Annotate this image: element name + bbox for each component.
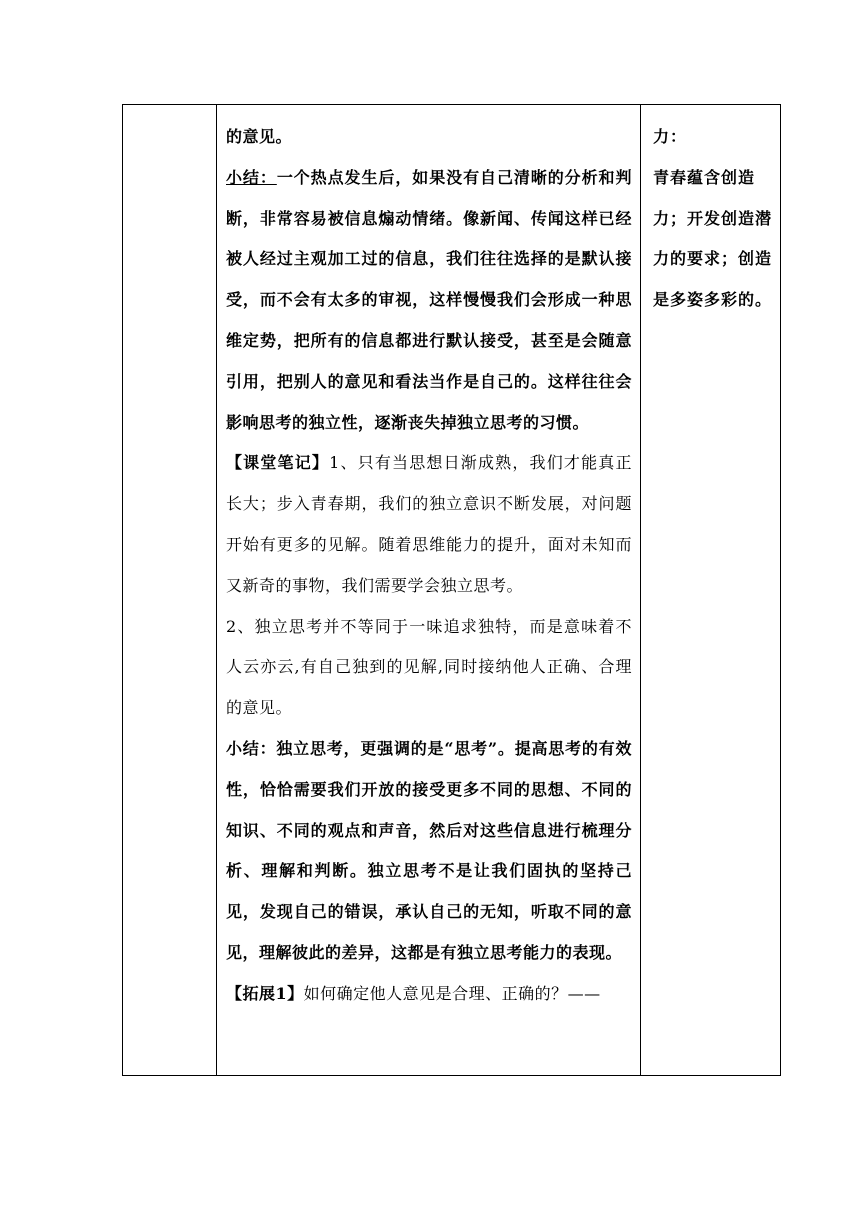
continued-paragraph: 的意见。 (226, 127, 293, 146)
lesson-table (122, 104, 781, 1076)
extension-label: 【拓展1】 (226, 983, 304, 1003)
summary-paragraph-1 (226, 158, 632, 444)
summary-paragraph-2: 小结：独立思考，更强调的是“思考”。提高思考的有效性，恰恰需要我们开放的接受更多不同的思想、不同的知识、不同的观点和声音，然后对这些信息进行梳理分析、理解和判断。独立思考不是让我们固执的坚持己见，发现自己的错误，承认自己的无知，听取不同的意见，理解彼此的差异，这都是有独立思考能力的表现。 (226, 738, 632, 962)
notes-cell (641, 105, 781, 1076)
content-cell (217, 105, 641, 1076)
class-notes-label: 【课堂笔记】 (226, 453, 330, 473)
extension-paragraph (226, 974, 632, 1015)
left-cell (123, 105, 217, 1076)
right-heading: 力： (653, 127, 688, 146)
right-text: 青春蕴含创造力；开发创造潜力的要求；创造是多姿多彩的。 (653, 167, 773, 310)
class-notes-text: 1、只有当思想日渐成熟，我们才能真正长大；步入青春期，我们的独立意识不断发展，对问题开始有更多的见解。随着思维能力的提升，面对未知而又新奇的事物，我们需要学会独立思考。 (226, 453, 632, 595)
summary-text: 一个热点发生后，如果没有自己清晰的分析和判断，非常容易被信息煽动情绪。像新闻、传闻这样已经被人经过主观加工过的信息，我们往往选择的是默认接受，而不会有太多的审视，这样慢慢我们会形成一种思维定势，把所有的信息都进行默认接受，甚至是会随意引用，把别人的意见和看法当作是自己的。这样往往会影响思考的独立性，逐渐丧失掉独立思考的习惯。 (226, 167, 632, 432)
summary-label: 小结： (226, 167, 277, 187)
class-notes-paragraph-2: 2、独立思考并不等同于一味追求独特，而是意味着不人云亦云,有自己独到的见解,同时接纳他人正确、合理的意见。 (226, 616, 632, 718)
class-notes-paragraph-1 (226, 443, 632, 606)
extension-text: 如何确定他人意见是合理、正确的？—— (303, 983, 601, 1003)
table-row (123, 105, 781, 1076)
